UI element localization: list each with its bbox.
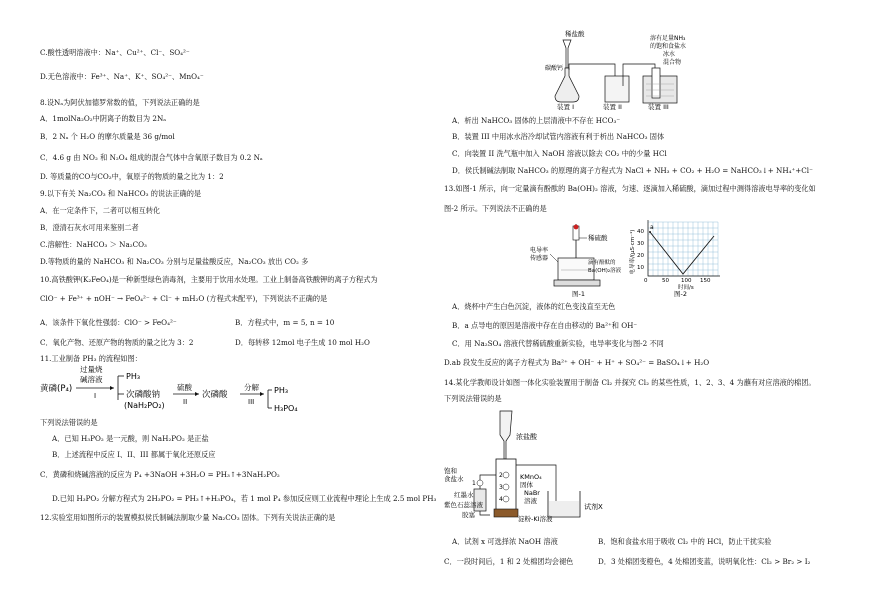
q14-option-a: A．试剂 x 可选择浓 NaOH 溶液: [452, 537, 558, 546]
q13-option-c: C．用 Na₂SO₄ 溶液代替稀硫酸重新实验，电导率变化与图-2 不同: [452, 339, 664, 348]
ytick-20: 20: [637, 253, 644, 259]
conductivity-curve: [650, 232, 714, 274]
ytick-30: 30: [637, 241, 644, 247]
q14-stem-line1: 14.某化学教师设计如图一体化实验装置用于制备 Cl₂ 并探究 Cl₂ 的某些性质，1、2、3、4 为蘸有对应溶液的棉团。: [444, 378, 816, 387]
q8-option-c: C．4.6 g 由 NO₂ 和 N₂O₄ 组成的混合气体中含氧原子数目为 0.2 Nₐ: [40, 153, 263, 162]
xtick-50: 50: [662, 278, 669, 284]
flow-salt-formula: (NaH₂PO₂): [124, 401, 165, 410]
q8-option-d: D. 等质量的CO与CO₂中，氧原子的物质的量之比为 1：2: [40, 172, 224, 181]
flow-step1-reagent: 过量烧: [80, 365, 103, 374]
q12-option-a: A．析出 NaHCO₃ 固体的上层清液中不存在 HCO₃⁻: [452, 116, 621, 125]
flow-acid: 次磷酸: [202, 390, 228, 400]
xlabel: 时间/s: [678, 285, 694, 291]
acid-label: 稀盐酸: [565, 30, 585, 38]
ice-label: 冰水: [663, 51, 676, 58]
litmus-label: 紫色石蕊溶液: [444, 501, 483, 509]
q13-option-b: B．a 点导电的原因是溶液中存在自由移动的 Ba²⁺和 OH⁻: [452, 321, 638, 330]
caco3-label: 碳酸钙: [545, 65, 564, 72]
q12-apparatus: [545, 28, 695, 110]
q11-option-a: A．已知 H₃PO₂ 是一元酸，则 NaH₂PO₂ 是正盐: [52, 434, 209, 443]
ytick-10: 10: [637, 265, 644, 271]
q13-figure-1: [530, 218, 630, 298]
flow-step1-reagent-2: 碱溶液: [80, 375, 103, 384]
q13-stem-line1: 13.如图-1 所示，向一定量滴有酚酞的 Ba(OH)₂ 溶液，匀速、逐滴加入稀硫酸，滴加过程中测得溶液电导率的变化如: [444, 184, 816, 193]
xtick-100: 100: [681, 278, 692, 284]
q11-option-b: B．上述流程中反应 I、II、III 都属于氧化还原反应: [52, 450, 216, 459]
conc-hcl-label: 浓盐酸: [516, 433, 537, 441]
q11-stem: 11.工业制备 PH₃ 的流程如图：: [40, 354, 142, 363]
ice-mix-label: 混合物: [663, 59, 682, 66]
cotton-4-label: 4: [499, 496, 503, 503]
reagent-x-label: 试剂X: [584, 503, 603, 511]
sensor-label-1: 电导率: [530, 247, 549, 254]
axes: [648, 220, 720, 276]
q10-option-d: D．每转移 12mol 电子生成 10 mol H₂O: [235, 338, 370, 347]
flow-step3-num: III: [248, 398, 255, 406]
flow-ph3: PH₃: [126, 372, 141, 381]
q12-option-b: B．装置 III 中用冰水浴冷却试管内溶液有利于析出 NaHCO₃ 固体: [452, 132, 665, 141]
red-ink-label: 红墨水: [454, 491, 474, 499]
kmno4-solid-label: 固体: [520, 481, 533, 489]
q9-option-c: C.溶解性：NaHCO₃ ＞ Na₂CO₃: [40, 240, 147, 249]
flow-h3po4: H₃PO₄: [274, 404, 298, 413]
ylabel: 电导率/(μS·cm⁻¹): [630, 229, 636, 275]
q11-option-d: D.已知 H₃PO₂ 分解方程式为 2H₃PO₂ = PH₃↑+H₃PO₄，若 1 mol P₄ 参加反应则工业流程中理论上生成 2.5 mol PH₃: [52, 494, 437, 503]
point-a-label: a: [650, 224, 654, 231]
q14-option-b: B．饱和食盐水用于吸收 Cl₂ 中的 HCl，防止干扰实验: [598, 537, 772, 546]
saturated-label-1: 饱和: [444, 467, 457, 475]
q9-option-a: A．在一定条件下，二者可以相互转化: [40, 206, 161, 215]
rubber-label: 胶塞: [462, 511, 475, 519]
q7-option-d: D.无色溶液中：Fe³⁺、Na⁺、K⁺、SO₄²⁻、MnO₄⁻: [40, 72, 204, 81]
xtick-0: 0: [644, 278, 648, 284]
q11-option-c: C．黄磷和烧碱溶液的反应为 P₄ +3NaOH +3H₂O = PH₃↑+3NaH₂PO₂: [40, 470, 280, 479]
q10-option-b: B．方程式中，m = 5, n = 10: [235, 318, 335, 327]
q12-stem: 12.实验室用如图所示的装置模拟侯氏制碱法制取少量 Na₂CO₃ 固体。下列有关说法正确的是: [40, 513, 336, 522]
device-2-label: 装置 II: [603, 103, 622, 110]
kmno4-label: KMnO₄: [520, 473, 542, 481]
q14-stem-line2: 下列说法错误的是: [444, 394, 502, 403]
cotton-3-label: 3: [499, 484, 503, 491]
q8-option-b: B．2 Nₐ 个 H₂O 的摩尔质量是 36 g/mol: [40, 132, 175, 141]
q10-equation: ClO⁻ + Fe³⁺ + nOH⁻ → FeO₄²⁻ + Cl⁻ + mH₂O (方程式未配平)，下列说法不正确的是: [40, 294, 328, 303]
q9-stem: 9.以下有关 Na₂CO₃ 和 NaHCO₃ 的说法正确的是: [40, 189, 202, 198]
flow-step1-num: I: [94, 392, 97, 400]
q10-option-a: A．该条件下氧化性强弱：ClO⁻ > FeO₄²⁻: [40, 318, 177, 327]
device-3-label: 装置 III: [648, 103, 669, 110]
sensor-label-2: 传感器: [530, 255, 549, 262]
ytick-40: 40: [637, 229, 644, 235]
q10-option-c: C．氧化产物、还原产物的物质的量之比为 3：2: [40, 338, 194, 347]
q9-option-b: B．澄清石灰水可用来鉴别二者: [40, 223, 139, 232]
q11-substem: 下列说法错误的是: [40, 418, 98, 427]
q13-option-d: D.ab 段发生反应的离子方程式为 Ba²⁺ + OH⁻ + H⁺ + SO₄²⁻ = BaSO₄↓+ H₂O: [444, 358, 710, 367]
cotton-1-label: 1: [472, 480, 476, 487]
flow-start: 黄磷(P₄): [40, 384, 73, 394]
q8-stem: 8.设Nₐ为阿伏加德罗常数的值，下列说法正确的是: [40, 98, 200, 107]
q10-stem: 10.高铁酸钾(K₂FeO₄)是一种新型绿色消毒剂，主要用于饮用水处理。工业上制备高铁酸钾的离子方程式为: [40, 275, 378, 284]
q8-option-a: A．1molNa₂O₂中阴离子的数目为 2Nₐ: [40, 114, 167, 123]
fig1-caption: 图-1: [572, 290, 585, 298]
solution-label-2: Ba(OH)₂溶液: [588, 268, 622, 274]
flow-ph3-b: PH₃: [274, 386, 289, 395]
device-1-label: 装置 I: [557, 103, 574, 110]
q7-option-c: C.酸性透明溶液中：Na⁺、Cu²⁺、Cl⁻、SO₄²⁻: [40, 48, 190, 57]
q9-option-d: D.等物质的量的 NaHCO₃ 和 Na₂CO₃ 分别与足量盐酸反应，Na₂CO₃ 放出 CO₂ 多: [40, 257, 309, 266]
q13-figure-2: [628, 218, 728, 298]
q11-flow-diagram: [40, 364, 300, 414]
q14-option-d: D．3 处棉团变橙色，4 处棉团变蓝，说明氧化性：Cl₂ > Br₂ > I₂: [598, 557, 811, 566]
fig2-caption: 图-2: [674, 290, 687, 298]
flow-step2-reagent: 硫酸: [177, 383, 192, 392]
q12-option-c: C．向装置 II 洗气瓶中加入 NaOH 溶液以除去 CO₂ 中的少量 HCl: [452, 149, 667, 158]
flow-step2-num: II: [183, 398, 188, 406]
sat-nh3-label: 溶有足量NH₃: [650, 35, 686, 42]
flow-salt: 次磷酸钠: [126, 390, 161, 400]
nabr-label: NaBr: [524, 489, 540, 497]
q12-option-d: D．侯氏制碱法制取 NaHCO₃ 的原理的离子方程式为 NaCl + NH₃ + CO₂ + H₂O = NaHCO₃↓+ NH₄⁺+Cl⁻: [452, 166, 813, 175]
solution-label-1: 滴有酚酞的: [588, 260, 616, 266]
saturated-label-2: 食盐水: [444, 475, 464, 483]
nabr-solution-label: 溶液: [524, 497, 537, 505]
q14-apparatus: [444, 405, 624, 530]
q13-option-a: A．烧杯中产生白色沉淀，液体的红色变浅直至无色: [452, 302, 616, 311]
q13-stem-line2: 图-2 所示。下列说法不正确的是: [444, 204, 547, 213]
q14-option-c: C．一段时间后，1 和 2 处棉团均会褪色: [444, 557, 574, 566]
cotton-2-label: 2: [499, 472, 503, 479]
starch-ki-label: 淀粉-KI溶液: [518, 515, 553, 523]
sat-nacl-label: 的饱和食盐水: [650, 43, 687, 50]
sulfuric-label: 稀硫酸: [588, 234, 608, 242]
flow-step3-reagent: 分解: [244, 383, 259, 392]
xtick-150: 150: [700, 278, 711, 284]
